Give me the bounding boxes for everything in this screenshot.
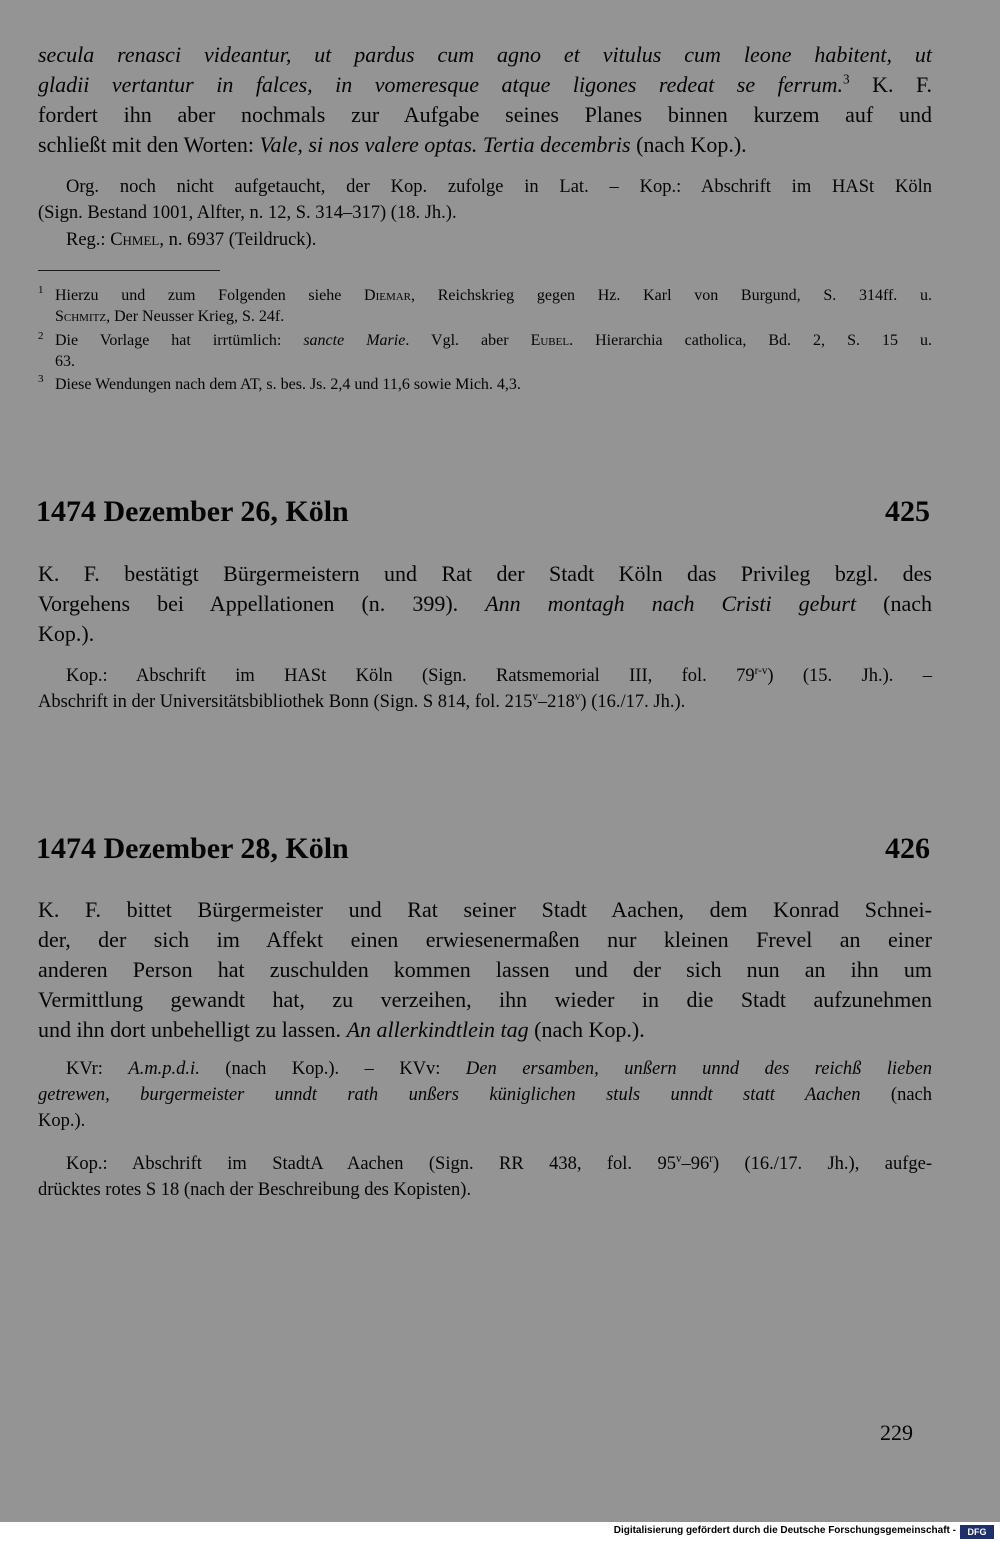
body-line: K. F. bittet Bürgermeister und Rat seiner Stadt Aachen, dem Konrad Schnei- bbox=[38, 897, 932, 922]
body-line: anderen Person hat zuschulden kommen lassen und der sich nun an ihn um bbox=[38, 957, 932, 982]
body-line: schließt mit den Worten: Vale, si nos valere optas. Tertia decembris (nach Kop.). bbox=[38, 132, 747, 157]
entry-number: 425 bbox=[885, 495, 930, 528]
footnote-divider bbox=[38, 270, 220, 271]
body-line: der, der sich im Affekt einen erwiesenermaßen nur kleinen Frevel an einer bbox=[38, 927, 932, 952]
footnote: Die Vorlage hat irrtümlich: sancte Marie. Vgl. aber Eubel. Hierarchia catholica, Bd. 2, S. 15 u. bbox=[55, 332, 932, 349]
body-line: Kop.). bbox=[38, 621, 95, 646]
footer-bar bbox=[0, 1522, 1000, 1542]
source-note: (Sign. Bestand 1001, Alfter, n. 12, S. 314–317) (18. Jh.). bbox=[38, 203, 457, 223]
entry-number: 426 bbox=[885, 832, 930, 865]
body-line: gladii vertantur in falces, in vomeresque atque ligones redeat se ferrum.$^3$ K. F. bbox=[38, 71, 932, 97]
body-line: Vermittlung gewandt hat, zu verzeihen, ihn wieder in die Stadt aufzunehmen bbox=[38, 987, 932, 1012]
body-line: und ihn dort unbehelligt zu lassen. An allerkindtlein tag (nach Kop.). bbox=[38, 1017, 645, 1042]
funding-notice: Digitalisierung gefördert durch die Deutsche Forschungsgemeinschaft - bbox=[613, 1525, 956, 1536]
footnote: Diese Wendungen nach dem AT, s. bes. Js. 2,4 und 11,6 sowie Mich. 4,3. bbox=[55, 376, 521, 393]
entry-heading bbox=[36, 831, 930, 867]
source-note: Abschrift in der Universitätsbibliothek Bonn (Sign. S 814, fol. 215$^v$–218$^v$) (16./17. Jh.). bbox=[38, 690, 686, 712]
entry-date-place: 1474 Dezember 28, Köln bbox=[36, 832, 349, 865]
address-note: getrewen, burgermeister unndt rath unßers küniglichen stuls unndt statt Aachen (nach bbox=[38, 1085, 932, 1105]
body-line: K. F. bestätigt Bürgermeistern und Rat der Stadt Köln das Privileg bzgl. des bbox=[38, 561, 932, 586]
entry-date-place: 1474 Dezember 26, Köln bbox=[36, 495, 349, 528]
footnote: 63. bbox=[55, 353, 75, 370]
dfg-logo-icon[interactable]: DFG bbox=[960, 1525, 994, 1539]
body-line: fordert ihn aber nochmals zur Aufgabe seines Planes binnen kurzem auf und bbox=[38, 102, 932, 127]
footnote-mark: 1 bbox=[38, 284, 44, 296]
address-note: KVr: A.m.p.d.i. (nach Kop.). – KVv: Den ersamben, unßern unnd des reichß lieben bbox=[66, 1059, 932, 1079]
source-note: Kop.: Abschrift im HASt Köln (Sign. Ratsmemorial III, fol. 79$^{r-v}$) (15. Jh.). – bbox=[66, 664, 933, 686]
footnote: Schmitz, Der Neusser Krieg, S. 24f. bbox=[55, 308, 285, 325]
footnote-mark: 2 bbox=[38, 330, 44, 342]
body-line: secula renasci videantur, ut pardus cum agno et vitulus cum leone habitent, ut bbox=[38, 42, 932, 67]
footnote: Hierzu und zum Folgenden siehe Diemar, Reichskrieg gegen Hz. Karl von Burgund, S. 314ff. u. bbox=[55, 287, 933, 304]
source-note: Org. noch nicht aufgetaucht, der Kop. zufolge in Lat. – Kop.: Abschrift im HASt Köln bbox=[66, 177, 932, 197]
footnote-mark: 3 bbox=[38, 373, 44, 385]
body-line: Vorgehens bei Appellationen (n. 399). Ann montagh nach Cristi geburt (nach bbox=[38, 591, 932, 616]
source-note: drücktes rotes S 18 (nach der Beschreibung des Kopisten). bbox=[38, 1180, 472, 1200]
source-note: Kop.: Abschrift im StadtA Aachen (Sign. RR 438, fol. 95$^v$–96$^r$) (16./17. Jh.), aufge- bbox=[66, 1152, 932, 1174]
footnote-ref: 3 bbox=[843, 71, 850, 87]
address-note: Kop.). bbox=[38, 1111, 86, 1131]
regest-note: Reg.: Chmel, n. 6937 (Teildruck). bbox=[66, 230, 317, 250]
entry-heading bbox=[36, 494, 930, 530]
page-number: 229 bbox=[880, 1420, 913, 1445]
